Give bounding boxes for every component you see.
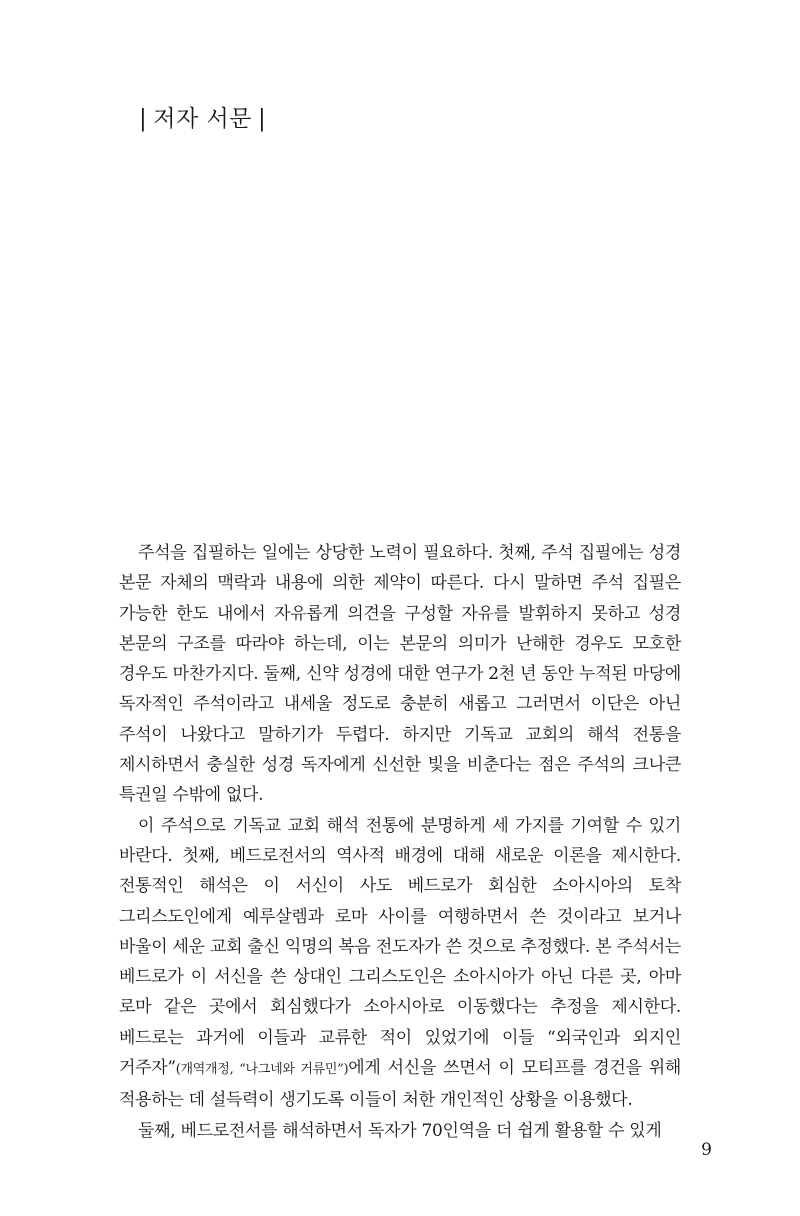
paragraph-3: 둘째, 베드로전서를 해석하면서 독자가 70인역을 더 쉽게 활용할 수 있게: [138, 1120, 662, 1141]
page-number: 9: [701, 1140, 712, 1160]
heading-bar-left: |: [139, 106, 148, 132]
paragraph-2-text-b: 에게 서신을 쓰면서 이 모티프를 경건을 위해 적용하는 데 설득력이 생기도록 이들이 처한 개인적인 상황을 이용했다.: [119, 1058, 681, 1111]
body-text: [119, 538, 681, 1146]
section-heading: [133, 103, 272, 135]
translation-note: (개역개정, “나그네와 거류민”): [175, 1062, 349, 1078]
paragraph-1: 주석을 집필하는 일에는 상당한 노력이 필요하다. 첫째, 주석 집필에는 성경 본문 자체의 맥락과 내용에 의한 제약이 따른다. 다시 말하면 주석 집필은 가능한 한도 내에서 자유롭게 의견을 구성할 자유를 발휘하지 못하고 성경 본문의 구조를 따라야 하는데, 이는 본문의 의미가 난해한 경우도 모호한 경우도 마찬가지다. 둘째, 신약 성경에 대한 연구가 2천 년 동안 누적된 마당에 독자적인 주석이라고 내세울 정도로 충분히 새롭고 그러면서 이단은 아닌 주석이 나왔다고 말하기가 두렵다. 하지만 기독교 교회의 해석 전통을 제시하면서 충실한 성경 독자에게 신선한 빛을 비춘다는 점은 주석의 크나큰 특권일 수밖에 없다.: [119, 543, 681, 806]
heading-title: 저자 서문: [153, 106, 252, 132]
paragraph-2: [119, 811, 681, 1116]
paragraph-2-text-a: 이 주석으로 기독교 교회 해석 전통에 분명하게 세 가지를 기여할 수 있기 바란다. 첫째, 베드로전서의 역사적 배경에 대해 새로운 이론을 제시한다. 전통적인 해석은 이 서신이 사도 베드로가 회심한 소아시아의 토착 그리스도인에게 예루살렘과 로마 사이를 여행하면서 쓴 것이라고 보거나 바울이 세운 교회 출신 익명의 복음 전도자가 쓴 것으로 추정했다. 본 주석서는 베드로가 이 서신을 쓴 상대인 그리스도인은 소아시아가 아닌 다른 곳, 아마 로마 같은 곳에서 회심했다가 소아시아로 이동했다는 추정을 제시한다. 베드로는 과거에 이들과 교류한 적이 있었기에 이들 “외국인과 외지인 거주자”: [119, 815, 681, 1079]
heading-bar-right: |: [257, 106, 267, 132]
